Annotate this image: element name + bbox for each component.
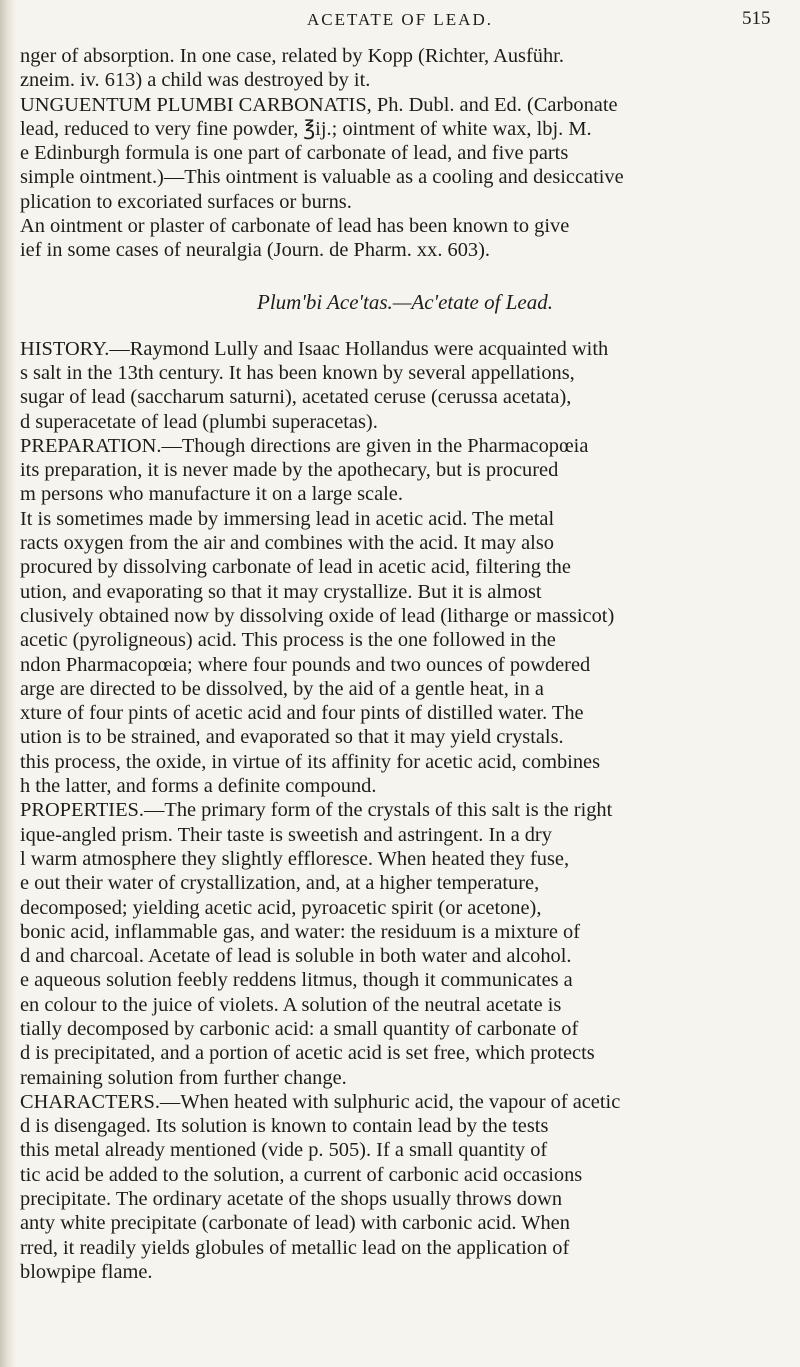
text-line: bonic acid, inflammable gas, and water: the residuum is a mixture of <box>20 920 581 943</box>
page-gutter-shadow <box>0 0 16 1367</box>
page-number: 515 <box>742 8 771 29</box>
text-line: plication to excoriated surfaces or burns. <box>20 190 352 213</box>
text-line: CHARACTERS.—When heated with sulphuric acid, the vapour of acetic <box>20 1090 621 1113</box>
text-line: acetic (pyroligneous) acid. This process is the one followed in the <box>20 629 556 652</box>
page-body <box>20 44 790 1284</box>
text-line: ief in some cases of neuralgia (Journ. de Pharm. xx. 603). <box>20 239 490 262</box>
text-line: its preparation, it is never made by the apothecary, but is procured <box>20 459 559 482</box>
text-line: rred, it readily yields globules of metallic lead on the application of <box>20 1236 570 1259</box>
text-line: xture of four pints of acetic acid and four pints of distilled water. The <box>20 702 584 725</box>
text-line: lead, reduced to very fine powder, ℥ij.; ointment of white wax, lbj. M. <box>20 117 592 140</box>
text-line: ution, and evaporating so that it may crystallize. But it is almost <box>20 580 542 603</box>
text-line: arge are directed to be dissolved, by the aid of a gentle heat, in a <box>20 677 544 700</box>
text-line: sugar of lead (saccharum saturni), acetated ceruse (cerussa acetata), <box>20 386 572 409</box>
text-line: this process, the oxide, in virtue of its affinity for acetic acid, combines <box>20 750 601 773</box>
text-line: racts oxygen from the air and combines with the acid. It may also <box>20 532 554 555</box>
text-line: tic acid be added to the solution, a current of carbonic acid occasions <box>20 1163 583 1186</box>
text-line: d is disengaged. Its solution is known to contain lead by the tests <box>20 1115 549 1138</box>
paragraph-block-acetate <box>20 337 790 1285</box>
text-line: It is sometimes made by immersing lead in acetic acid. The metal <box>20 507 555 530</box>
text-line: precipitate. The ordinary acetate of the shops usually throws down <box>20 1188 563 1211</box>
text-line: simple ointment.)—This ointment is valuable as a cooling and desiccative <box>20 166 624 189</box>
text-line: UNGUENTUM PLUMBI CARBONATIS, Ph. Dubl. and Ed. (Carbonate <box>20 93 618 116</box>
text-line: ndon Pharmacopœia; where four pounds and two ounces of powdered <box>20 653 591 676</box>
text-line: h the latter, and forms a definite compound. <box>20 775 377 798</box>
paragraph-block-carbonate <box>20 44 790 263</box>
text-line: m persons who manufacture it on a large scale. <box>20 483 403 506</box>
text-line: e Edinburgh formula is one part of carbonate of lead, and five parts <box>20 142 569 165</box>
text-line: zneim. iv. 613) a child was destroyed by it. <box>20 69 371 92</box>
text-line: s salt in the 13th century. It has been known by several appellations, <box>20 361 575 384</box>
text-line: HISTORY.—Raymond Lully and Isaac Hollandus were acquainted with <box>20 337 609 360</box>
text-line: e aqueous solution feebly reddens litmus, though it communicates a <box>20 969 573 992</box>
text-line: An ointment or plaster of carbonate of lead has been known to give <box>20 215 570 238</box>
text-line: ution is to be strained, and evaporated so that it may yield crystals. <box>20 726 564 749</box>
text-line: en colour to the juice of violets. A solution of the neutral acetate is <box>20 993 562 1016</box>
text-line: e out their water of crystallization, and, at a higher temperature, <box>20 872 540 895</box>
text-line: blowpipe flame. <box>20 1260 153 1283</box>
text-line: PREPARATION.—Though directions are given in the Pharmacopœia <box>20 434 589 457</box>
text-line: nger of absorption. In one case, related by Kopp (Richter, Ausführ. <box>20 45 564 67</box>
text-line: d and charcoal. Acetate of lead is soluble in both water and alcohol. <box>20 945 572 968</box>
text-line: ique-angled prism. Their taste is sweetish and astringent. In a dry <box>20 823 552 846</box>
section-title: Plum'bi Ace'tas.—Ac'etate of Lead. <box>257 289 553 314</box>
running-header-title: ACETATE OF LEAD. <box>307 10 493 29</box>
text-line: d superacetate of lead (plumbi superacetas). <box>20 410 378 433</box>
text-line: this metal already mentioned (vide p. 505). If a small quantity of <box>20 1139 548 1162</box>
text-line: PROPERTIES.—The primary form of the crystals of this salt is the right <box>20 799 613 822</box>
text-line: anty white precipitate (carbonate of lead) with carbonic acid. When <box>20 1212 570 1235</box>
text-line: decomposed; yielding acetic acid, pyroacetic spirit (or acetone), <box>20 896 542 919</box>
text-line: remaining solution from further change. <box>20 1066 347 1089</box>
text-line: tially decomposed by carbonic acid: a small quantity of carbonate of <box>20 1017 579 1040</box>
text-line: l warm atmosphere they slightly effloresce. When heated they fuse, <box>20 847 570 870</box>
text-line: d is precipitated, and a portion of acetic acid is set free, which protects <box>20 1042 595 1065</box>
text-line: clusively obtained now by dissolving oxide of lead (litharge or massicot) <box>20 604 615 627</box>
text-line: procured by dissolving carbonate of lead in acetic acid, filtering the <box>20 556 571 579</box>
